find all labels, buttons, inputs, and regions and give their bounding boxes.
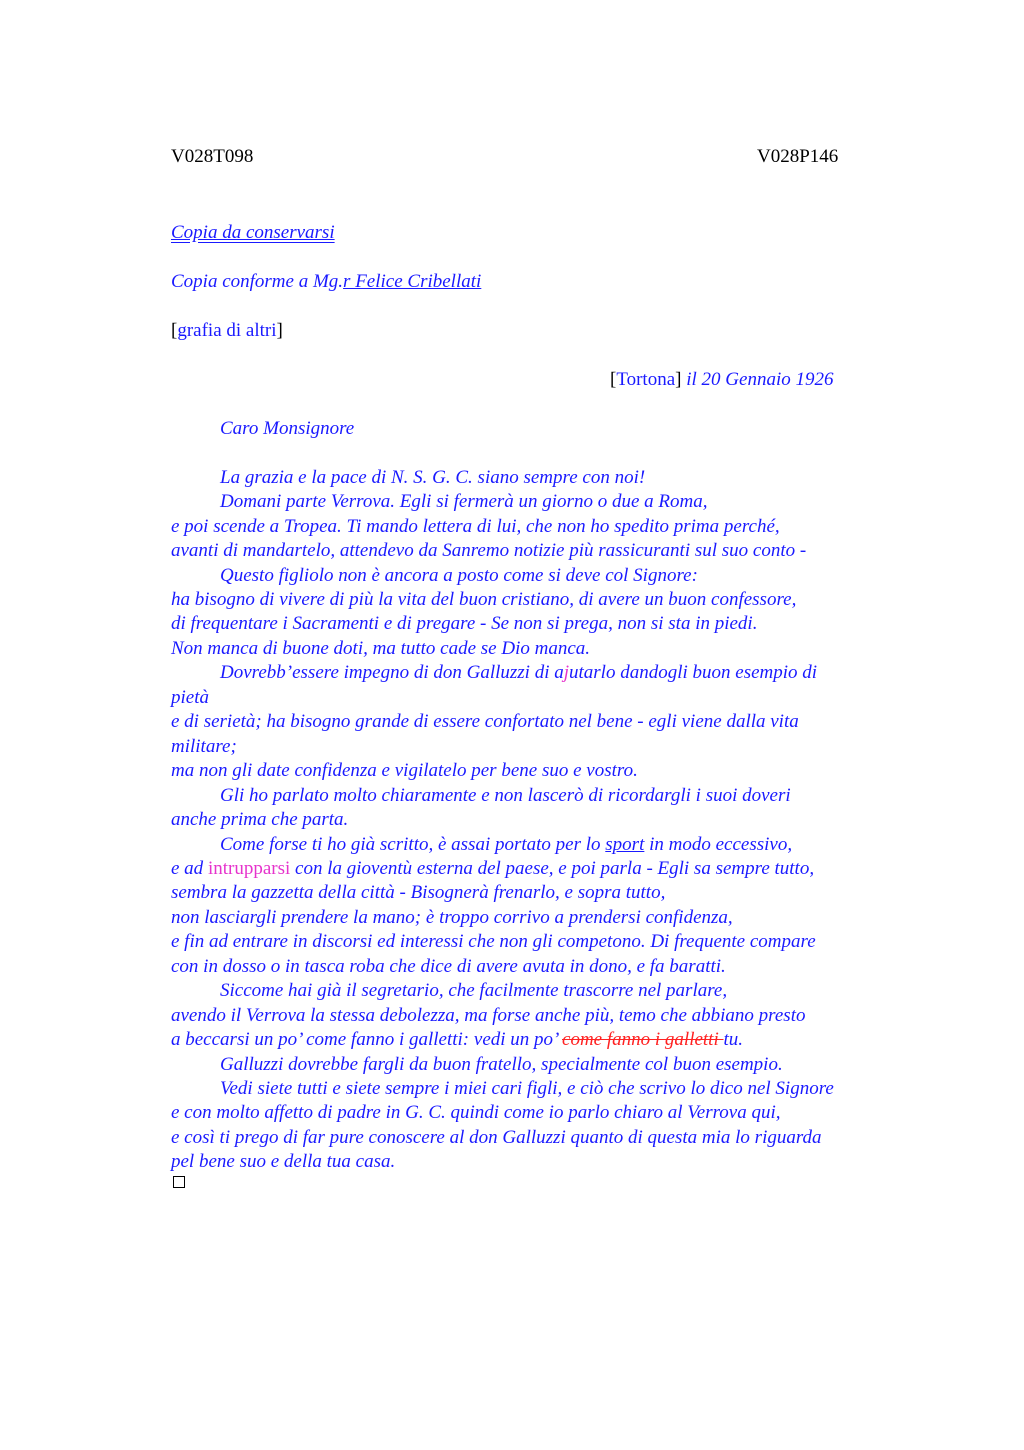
body-line: Domani parte Verrova. Egli si fermerà un giorno o due a Roma, bbox=[220, 491, 708, 512]
body-line: Gli ho parlato molto chiaramente e non lascerò di ricordargli i suoi doveri bbox=[220, 785, 791, 806]
body-line bbox=[171, 1028, 743, 1052]
body-line: Vedi siete tutti e siete sempre i miei cari figli, e ciò che scrivo lo dico nel Signore bbox=[220, 1078, 834, 1099]
body-line: Siccome hai già il segretario, che facilmente trascorre nel parlare, bbox=[220, 980, 728, 1001]
copy-conforme bbox=[171, 270, 481, 294]
bracket-close: ] bbox=[276, 320, 283, 341]
end-square-icon bbox=[173, 1176, 185, 1188]
text-segment: Dovrebb’essere impegno di don Galluzzi di a bbox=[220, 662, 564, 683]
bracket-open: [ bbox=[171, 320, 178, 341]
document-id-left: V028T098 bbox=[171, 146, 254, 167]
text-segment: Come forse ti ho già scritto, è assai portato per lo bbox=[220, 834, 606, 855]
body-line bbox=[171, 661, 817, 685]
copy-conforme-name: r Felice Cribellati bbox=[343, 271, 482, 292]
body-line: avendo il Verrova la stessa debolezza, ma forse anche più, temo che abbiano presto bbox=[171, 1005, 806, 1026]
body-line: con in dosso o in tasca roba che dice di avere avuta in dono, e fa baratti. bbox=[171, 956, 726, 977]
body-line: e con molto affetto di padre in G. C. quindi come io parlo chiaro al Verrova qui, bbox=[171, 1102, 781, 1123]
body-line: non lasciargli prendere la mano; è troppo corrivo a prendersi confidenza, bbox=[171, 907, 733, 928]
body-line: e di serietà; ha bisogno grande di essere confortato nel bene - egli viene dalla vita bbox=[171, 711, 799, 732]
body-line bbox=[171, 857, 814, 881]
body-line: Questo figliolo non è ancora a posto come si deve col Signore: bbox=[220, 565, 698, 586]
underlined-word: sport bbox=[605, 834, 645, 855]
body-line: ma non gli date confidenza e vigilatelo per bene suo e vostro. bbox=[171, 760, 638, 781]
copy-conforme-prefix: Copia conforme a Mg. bbox=[171, 271, 344, 292]
grafia-text: grafia di altri bbox=[177, 320, 277, 341]
place-name: Tortona bbox=[616, 369, 676, 390]
body-line: Non manca di buone doti, ma tutto cade se Dio manca. bbox=[171, 638, 591, 659]
place-bracket-close: ] bbox=[675, 369, 682, 390]
body-line: anche prima che parta. bbox=[171, 809, 349, 830]
body-line: e fin ad entrare in discorsi ed interessi che non gli competono. Di frequente compare bbox=[171, 931, 816, 952]
salutation: Caro Monsignore bbox=[220, 418, 355, 439]
struck-text: come fanno i galletti bbox=[562, 1029, 724, 1050]
body-line: Galluzzi dovrebbe fargli da buon fratello, specialmente col buon esempio. bbox=[220, 1054, 783, 1075]
place-bracket-open: [ bbox=[610, 369, 617, 390]
body-line: pietà bbox=[171, 687, 209, 708]
body-line: militare; bbox=[171, 736, 237, 757]
date-text: il 20 Gennaio 1926 bbox=[681, 369, 834, 390]
body-line: La grazia e la pace di N. S. G. C. siano sempre con noi! bbox=[220, 467, 646, 488]
text-segment: tu. bbox=[723, 1029, 744, 1050]
date-line bbox=[610, 368, 833, 392]
body-line: ha bisogno di vivere di più la vita del buon cristiano, di avere un buon confessore, bbox=[171, 589, 797, 610]
text-segment: in modo eccessivo, bbox=[644, 834, 793, 855]
body-line: e così ti prego di far pure conoscere al don Galluzzi quanto di questa mia lo riguarda bbox=[171, 1127, 822, 1148]
inserted-letter: j bbox=[563, 662, 569, 683]
text-segment: e ad bbox=[171, 858, 208, 879]
grafia-note bbox=[171, 319, 283, 343]
highlighted-word: intrupparsi bbox=[207, 858, 291, 879]
text-segment: utarlo dandogli buon esempio di bbox=[569, 662, 818, 683]
body-line: avanti di mandartelo, attendevo da Sanremo notizie più rassicuranti sul suo conto - bbox=[171, 540, 807, 561]
document-id-right: V028P146 bbox=[757, 146, 839, 167]
body-line bbox=[171, 833, 792, 857]
copy-note: Copia da conservarsi bbox=[171, 222, 335, 243]
body-line: pel bene suo e della tua casa. bbox=[171, 1151, 396, 1172]
body-line: di frequentare i Sacramenti e di pregare - Se non si prega, non si sta in piedi. bbox=[171, 613, 758, 634]
body-line: sembra la gazzetta della città - Bisognerà frenarlo, e sopra tutto, bbox=[171, 882, 666, 903]
body-line: e poi scende a Tropea. Ti mando lettera di lui, che non ho spedito prima perché, bbox=[171, 516, 780, 537]
text-segment: con la gioventù esterna del paese, e poi parla - Egli sa sempre tutto, bbox=[290, 858, 815, 879]
text-segment: a beccarsi un po’ come fanno i galletti: vedi un po’ bbox=[171, 1029, 563, 1050]
